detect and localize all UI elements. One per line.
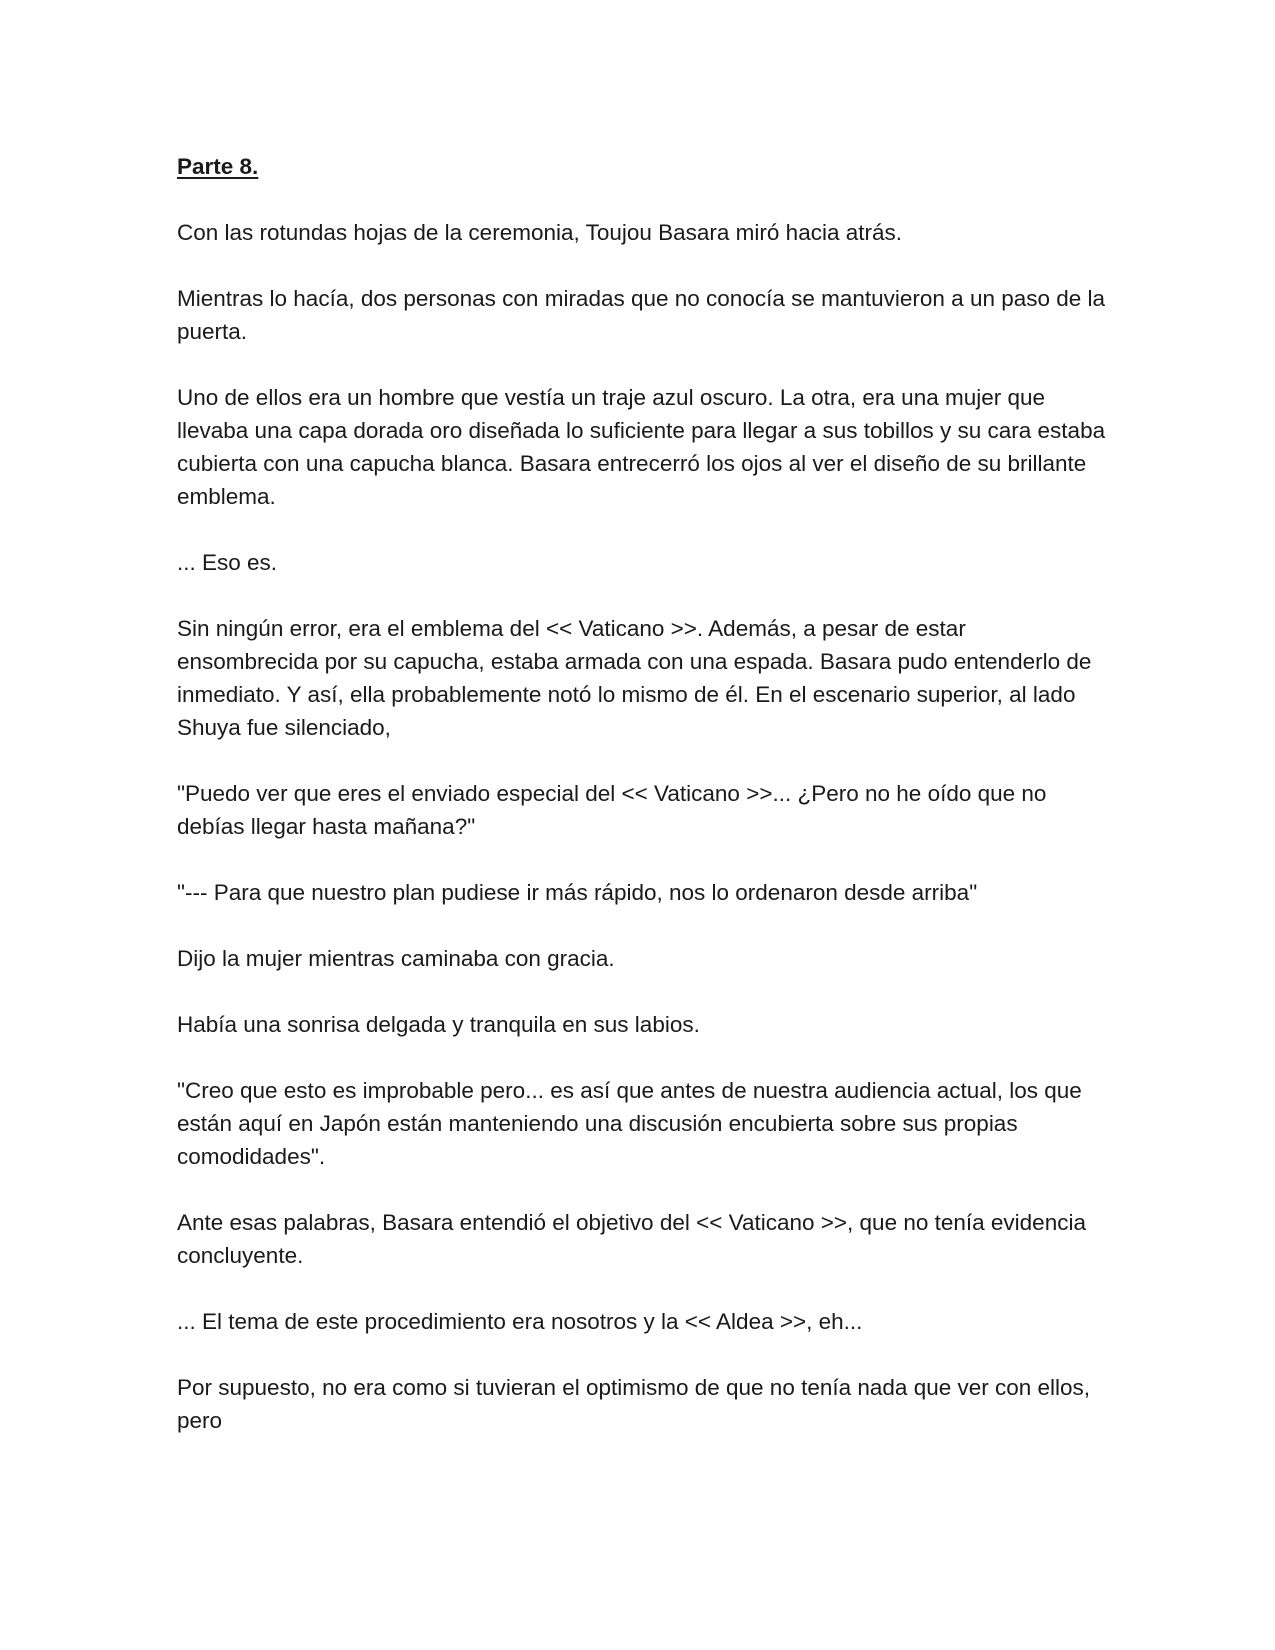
paragraph-3: Uno de ellos era un hombre que vestía un traje azul oscuro. La otra, era una mujer que llevaba una capa dorada oro diseñada lo suficiente para llegar a sus tobillos y su cara estaba cubierta con una capucha blanca. Basara entrecerró los ojos al ver el diseño de su brillante emblema. (177, 385, 1106, 509)
paragraph-13: Por supuesto, no era como si tuvieran el optimismo de que no tenía nada que ver con ellos, pero (177, 1375, 1091, 1433)
paragraph-1: Con las rotundas hojas de la ceremonia, Toujou Basara miró hacia atrás. (177, 220, 902, 245)
section-heading: Parte 8. (177, 154, 259, 179)
paragraph-2: Mientras lo hacía, dos personas con miradas que no conocía se mantuvieron a un paso de la puerta. (177, 286, 1106, 344)
paragraph-7: "--- Para que nuestro plan pudiese ir más rápido, nos lo ordenaron desde arriba" (177, 880, 978, 905)
paragraph-8: Dijo la mujer mientras caminaba con gracia. (177, 946, 615, 971)
paragraph-5: Sin ningún error, era el emblema del << Vaticano >>. Además, a pesar de estar ensombrecida por su capucha, estaba armada con una espada. Basara pudo entenderlo de inmediato. Y así, ella probablemente notó lo mismo de él. En el escenario superior, al lado Shuya fue silenciado, (177, 616, 1092, 740)
paragraph-11: Ante esas palabras, Basara entendió el objetivo del << Vaticano >>, que no tenía evidencia concluyente. (177, 1210, 1086, 1268)
paragraph-10: "Creo que esto es improbable pero... es así que antes de nuestra audiencia actual, los que están aquí en Japón están manteniendo una discusión encubierta sobre sus propias comodidades". (177, 1078, 1082, 1169)
paragraph-6: "Puedo ver que eres el enviado especial del << Vaticano >>... ¿Pero no he oído que no debías llegar hasta mañana?" (177, 781, 1047, 839)
paragraph-4: ... Eso es. (177, 550, 278, 575)
paragraph-9: Había una sonrisa delgada y tranquila en sus labios. (177, 1012, 700, 1037)
paragraph-12: ... El tema de este procedimiento era nosotros y la << Aldea >>, eh... (177, 1309, 863, 1334)
document-body (177, 150, 1107, 1470)
